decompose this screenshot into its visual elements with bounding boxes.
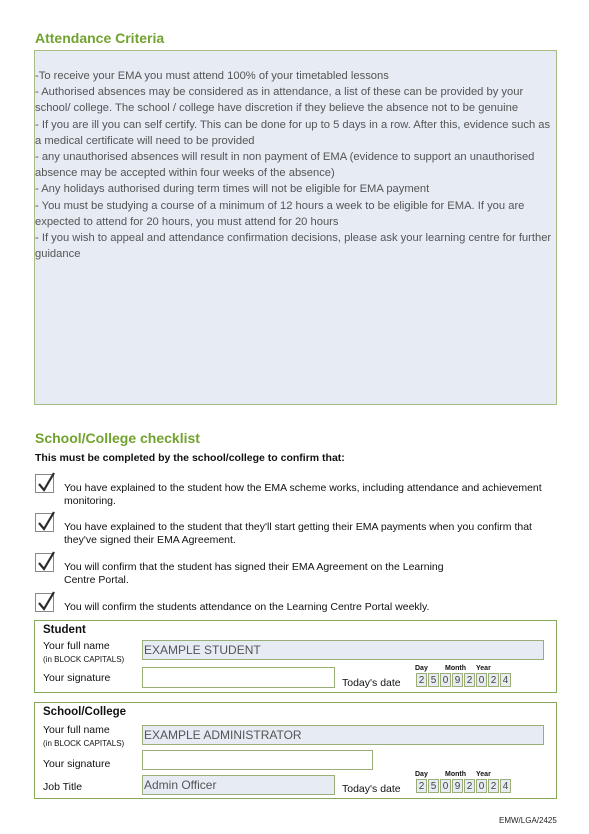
student-panel-title: Student <box>43 624 86 636</box>
checklist-item: You will confirm the students attendance on the Learning Centre Portal weekly. <box>64 601 430 613</box>
date-digit: 9 <box>452 673 463 687</box>
checklist-heading: School/College checklist <box>35 430 200 446</box>
school-signature-field[interactable] <box>142 750 373 770</box>
date-digit: 5 <box>428 779 439 793</box>
checkmark-icon <box>37 550 57 572</box>
date-digit: 0 <box>440 673 451 687</box>
criteria-line: - any unauthorised absences will result in non payment of EMA (evidence to support an unauthorised absence may be accepted within four weeks of the absence) <box>35 151 535 180</box>
school-day-label: Day <box>415 771 428 778</box>
checkmark-icon <box>37 471 57 493</box>
student-name-label: Your full name <box>43 640 110 652</box>
criteria-line: -To receive your EMA you must attend 100% of your timetabled lessons <box>35 70 389 82</box>
date-digit: 2 <box>416 673 427 687</box>
checkmark-icon <box>37 510 57 532</box>
student-signature-field[interactable] <box>142 667 335 688</box>
date-digit: 2 <box>464 779 475 793</box>
student-panel <box>34 620 557 693</box>
checklist-item: You have explained to the student that they'll start getting their EMA payments when you confirm that they've signed their EMA Agreement. <box>64 521 532 546</box>
checklist-item: You have explained to the student how the EMA scheme works, including attendance and achievement monitoring. <box>64 482 542 507</box>
form-code: EMW/LGA/2425 <box>499 816 557 825</box>
student-date-field[interactable] <box>416 673 512 687</box>
school-year-label: Year <box>476 771 491 778</box>
date-digit: 0 <box>440 779 451 793</box>
date-digit: 5 <box>428 673 439 687</box>
date-digit: 0 <box>476 673 487 687</box>
checkbox-3[interactable] <box>35 553 54 572</box>
date-digit: 4 <box>500 779 511 793</box>
criteria-line: - Authorised absences may be considered as in attendance, a list of these can be provided by your school/ college. The school / college have discretion if they believe the absence not to be genuine <box>35 86 524 115</box>
checklist-item: You will confirm that the student has signed their EMA Agreement on the Learning Centre Portal. <box>64 561 444 586</box>
date-digit: 2 <box>416 779 427 793</box>
attendance-criteria-text <box>35 68 557 262</box>
date-digit: 2 <box>488 673 499 687</box>
student-month-label: Month <box>445 665 466 672</box>
student-name-hint: (in BLOCK CAPITALS) <box>43 655 125 664</box>
school-name-hint: (in BLOCK CAPITALS) <box>43 739 125 748</box>
school-date-field[interactable] <box>416 779 512 793</box>
date-digit: 2 <box>488 779 499 793</box>
school-month-label: Month <box>445 771 466 778</box>
school-signature-label: Your signature <box>43 758 111 770</box>
criteria-line: - Any holidays authorised during term times will not be eligible for EMA payment <box>35 183 430 196</box>
criteria-line: - If you are ill you can self certify. This can be done for up to 5 days in a row. After this, evidence such as a medical certificate will need to be provided <box>35 118 551 147</box>
date-digit: 2 <box>464 673 475 687</box>
checkbox-4[interactable] <box>35 593 54 612</box>
date-digit: 9 <box>452 779 463 793</box>
student-today-label: Today's date <box>342 677 401 689</box>
student-name-field[interactable]: EXAMPLE STUDENT <box>142 640 544 660</box>
date-digit: 0 <box>476 779 487 793</box>
job-title-label: Job Title <box>43 781 83 793</box>
school-panel <box>34 702 557 799</box>
criteria-line: - You must be studying a course of a minimum of 12 hours a week to be eligible for EMA. If you are expected to attend for 20 hours, you must attend for 20 hours <box>35 199 525 228</box>
school-name-field[interactable]: EXAMPLE ADMINISTRATOR <box>142 725 544 745</box>
student-day-label: Day <box>415 665 428 672</box>
school-name-label: Your full name <box>43 724 110 736</box>
checkbox-1[interactable] <box>35 474 54 493</box>
checklist-intro: This must be completed by the school/college to confirm that: <box>35 452 345 464</box>
date-digit: 4 <box>500 673 511 687</box>
checkmark-icon <box>37 590 57 612</box>
student-year-label: Year <box>476 665 491 672</box>
attendance-heading: Attendance Criteria <box>35 30 165 46</box>
criteria-line: - If you wish to appeal and attendance confirmation decisions, please ask your learning centre for further guidance <box>35 232 552 261</box>
job-title-field[interactable]: Admin Officer <box>142 775 335 795</box>
school-panel-title: School/College <box>43 706 127 718</box>
student-signature-label: Your signature <box>43 672 111 684</box>
school-today-label: Today's date <box>342 783 401 795</box>
checkbox-2[interactable] <box>35 513 54 532</box>
